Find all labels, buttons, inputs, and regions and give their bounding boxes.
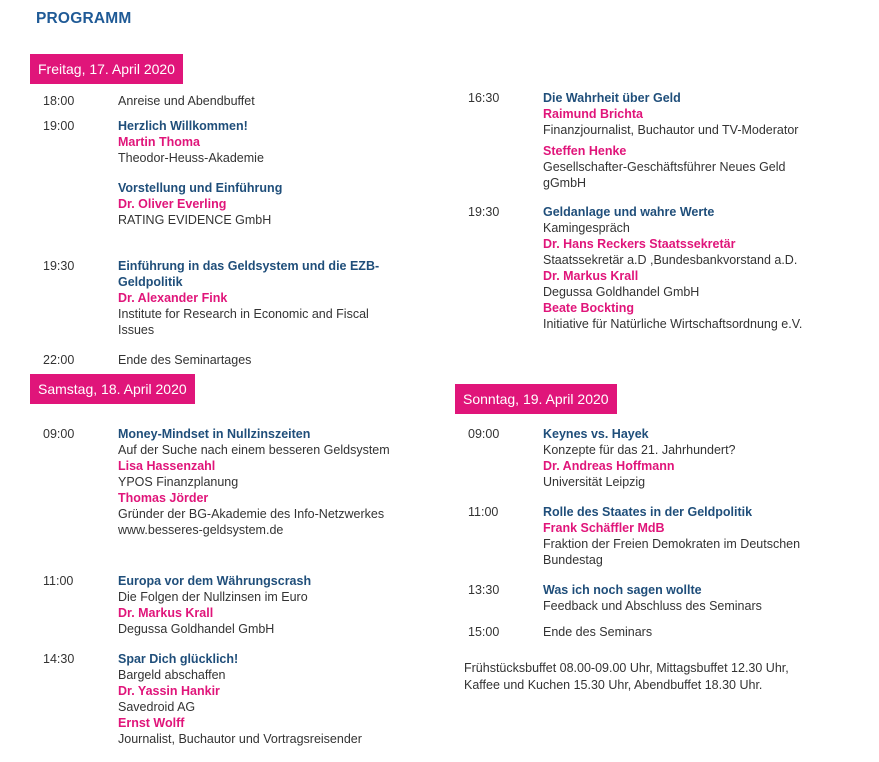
session-detail: Ende des Seminartages <box>118 353 252 367</box>
session-title: Herzlich Willkommen! <box>118 119 248 133</box>
session-block <box>118 651 362 747</box>
session-time: 16:30 <box>468 91 500 105</box>
session-time: 11:00 <box>468 505 499 519</box>
speaker-name: Frank Schäffler MdB <box>543 521 665 535</box>
meal-times-line-1: Frühstücksbuffet 08.00-09.00 Uhr, Mittagsbuffet 12.30 Uhr, <box>464 661 789 675</box>
session-detail: Degussa Goldhandel GmbH <box>543 285 700 299</box>
speaker-name: Dr. Alexander Fink <box>118 291 228 305</box>
speaker-name: Steffen Henke <box>543 144 627 158</box>
session-block <box>543 204 802 332</box>
speaker-name: Dr. Oliver Everling <box>118 197 227 211</box>
speaker-name: Dr. Markus Krall <box>543 269 639 283</box>
session-title: Geldanlage und wahre Werte <box>543 205 715 219</box>
session-block <box>118 118 264 166</box>
session-time: 14:30 <box>43 652 75 666</box>
speaker-name: Martin Thoma <box>118 135 200 149</box>
session-detail: Gesellschafter-Geschäftsführer Neues Geld <box>543 160 786 174</box>
speaker-name: Dr. Markus Krall <box>118 606 214 620</box>
day-header-saturday: Samstag, 18. April 2020 <box>30 374 195 404</box>
session-time: 19:30 <box>468 205 500 219</box>
session-detail: Auf der Suche nach einem besseren Geldsystem <box>118 443 390 457</box>
session-time: 15:00 <box>468 625 500 639</box>
speaker-name: Dr. Hans Reckers Staatssekretär <box>543 237 736 251</box>
session-block <box>543 90 798 138</box>
session-block <box>543 426 736 490</box>
session-detail: Feedback und Abschluss des Seminars <box>543 599 762 613</box>
speaker-name: Raimund Brichta <box>543 107 644 121</box>
speaker-name: Dr. Yassin Hankir <box>118 684 220 698</box>
session-time: 09:00 <box>43 427 75 441</box>
session-title: Spar Dich glücklich! <box>118 652 239 666</box>
session-title: Keynes vs. Hayek <box>543 427 649 441</box>
session-time: 19:30 <box>43 259 75 273</box>
speaker-name: Beate Bockting <box>543 301 634 315</box>
session-block <box>543 143 785 191</box>
session-title: Geldpolitik <box>118 275 183 289</box>
session-title: Was ich noch sagen wollte <box>543 583 702 597</box>
meal-times-note <box>464 660 844 694</box>
session-title: Rolle des Staates in der Geldpolitik <box>543 505 753 519</box>
session-block <box>543 504 800 568</box>
session-block <box>118 258 379 338</box>
session-block <box>118 426 390 538</box>
meal-times-line-2: Kaffee und Kuchen 15.30 Uhr, Abendbuffet 18.30 Uhr. <box>464 678 763 692</box>
speaker-name: Lisa Hassenzahl <box>118 459 216 473</box>
session-detail: Initiative für Natürliche Wirtschaftsordnung e.V. <box>543 317 803 331</box>
session-detail: RATING EVIDENCE GmbH <box>118 213 272 227</box>
session-detail: Degussa Goldhandel GmbH <box>118 622 275 636</box>
session-detail: Konzepte für das 21. Jahrhundert? <box>543 443 736 457</box>
session-title: Money-Mindset in Nullzinszeiten <box>118 427 311 441</box>
page-title: PROGRAMM <box>36 10 132 27</box>
session-detail: YPOS Finanzplanung <box>118 475 239 489</box>
session-detail: Institute for Research in Economic and Fiscal <box>118 307 369 321</box>
day-header-friday: Freitag, 17. April 2020 <box>30 54 183 84</box>
session-time: 18:00 <box>43 94 75 108</box>
session-detail: Issues <box>118 323 155 337</box>
session-detail: Gründer der BG-Akademie des Info-Netzwerkes <box>118 507 385 521</box>
session-detail: Anreise und Abendbuffet <box>118 94 255 108</box>
session-detail: Savedroid AG <box>118 700 196 714</box>
session-detail: Theodor-Heuss-Akademie <box>118 151 264 165</box>
session-block <box>118 352 251 368</box>
session-detail: Fraktion der Freien Demokraten im Deutschen <box>543 537 801 551</box>
session-time: 13:30 <box>468 583 500 597</box>
session-time: 11:00 <box>43 574 74 588</box>
session-block <box>543 624 652 640</box>
session-detail: Bundestag <box>543 553 603 567</box>
session-block <box>118 93 255 109</box>
session-block <box>543 582 762 614</box>
session-detail: Journalist, Buchautor und Vortragsreisender <box>118 732 362 746</box>
speaker-name: Ernst Wolff <box>118 716 185 730</box>
session-detail: Die Folgen der Nullzinsen im Euro <box>118 590 308 604</box>
speaker-name: Dr. Andreas Hoffmann <box>543 459 675 473</box>
session-block <box>118 180 282 228</box>
session-detail: Kamingespräch <box>543 221 630 235</box>
session-detail: Bargeld abschaffen <box>118 668 226 682</box>
session-detail: gGmbH <box>543 176 587 190</box>
session-detail: Ende des Seminars <box>543 625 653 639</box>
day-header-sunday: Sonntag, 19. April 2020 <box>455 384 617 414</box>
speaker-name: Thomas Jörder <box>118 491 209 505</box>
session-title: Europa vor dem Währungscrash <box>118 574 312 588</box>
session-time: 09:00 <box>468 427 500 441</box>
session-title: Vorstellung und Einführung <box>118 181 283 195</box>
session-title: Einführung in das Geldsystem und die EZB- <box>118 259 380 273</box>
session-title: Die Wahrheit über Geld <box>543 91 681 105</box>
session-time: 22:00 <box>43 353 75 367</box>
session-block <box>118 573 311 637</box>
session-detail: www.besseres-geldsystem.de <box>118 523 284 537</box>
session-detail: Finanzjournalist, Buchautor und TV-Moderator <box>543 123 799 137</box>
session-time: 19:00 <box>43 119 75 133</box>
session-detail: Universität Leipzig <box>543 475 646 489</box>
session-detail: Staatssekretär a.D ,Bundesbankvorstand a.D. <box>543 253 798 267</box>
